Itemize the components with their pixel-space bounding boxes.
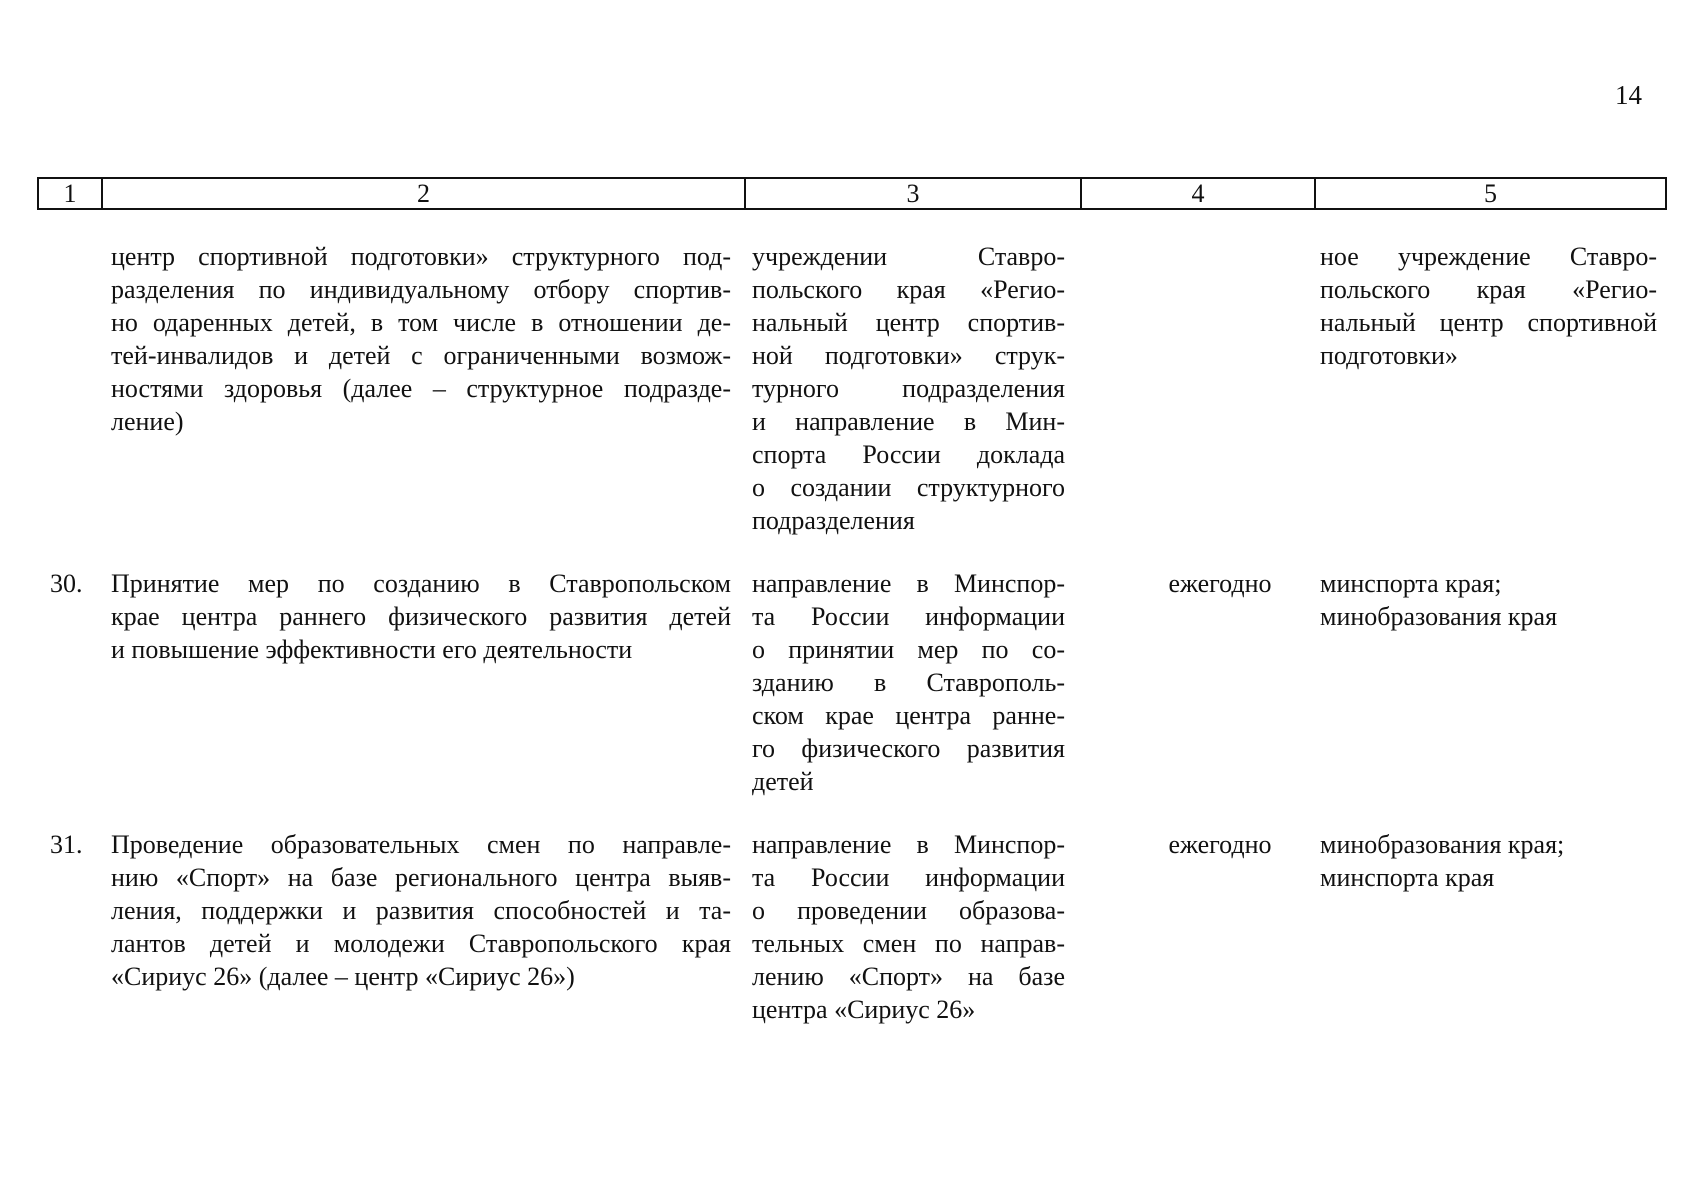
result-line: тельных смен по направ- xyxy=(752,929,1065,958)
description-line: центр спортивной подготовки» структурного под- xyxy=(111,242,731,271)
result-line: направление в Минспор- xyxy=(752,830,1065,859)
row-responsible xyxy=(1320,240,1657,372)
responsible-line: польского края «Регио- xyxy=(1320,275,1657,304)
page-number: 14 xyxy=(1615,80,1642,110)
result-line: детей xyxy=(752,767,814,796)
description-line: тей-инвалидов и детей с ограниченными возмож- xyxy=(111,341,731,370)
result-line: учреждении Ставро- xyxy=(752,242,1065,271)
description-line: ностями здоровья (далее – структурное подразде- xyxy=(111,374,731,403)
row-deadline: ежегодно xyxy=(1168,830,1272,859)
responsible-line: минспорта края xyxy=(1320,863,1495,892)
result-line: центра «Сириус 26» xyxy=(752,995,976,1024)
header-col-1: 1 xyxy=(63,179,77,208)
row-description xyxy=(111,240,731,438)
description-line: Принятие мер по созданию в Ставропольском xyxy=(111,569,731,598)
result-line: подразделения xyxy=(752,506,915,535)
responsible-line: минобразования края xyxy=(1320,602,1558,631)
result-line: спорта России доклада xyxy=(752,440,1065,469)
responsible-line: подготовки» xyxy=(1320,341,1458,370)
row-number: 31. xyxy=(50,830,83,859)
description-line: и повышение эффективности его деятельности xyxy=(111,635,633,664)
result-line: та России информации xyxy=(752,863,1065,892)
header-col-2: 2 xyxy=(101,179,744,208)
row-responsible xyxy=(1320,567,1657,633)
result-line: зданию в Ставрополь- xyxy=(752,668,1065,697)
description-line: «Сириус 26» (далее – центр «Сириус 26») xyxy=(111,962,575,991)
result-line: польского края «Регио- xyxy=(752,275,1065,304)
row-result xyxy=(752,240,1065,537)
row-number: 30. xyxy=(50,569,83,598)
responsible-line: ное учреждение Ставро- xyxy=(1320,242,1657,271)
description-line: ление) xyxy=(111,407,184,436)
description-line: ления, поддержки и развития способностей и та- xyxy=(111,896,731,925)
result-line: о проведении образова- xyxy=(752,896,1065,925)
row-result xyxy=(752,828,1065,1026)
header-col-3: 3 xyxy=(744,179,1080,208)
row-description xyxy=(111,567,731,666)
responsible-line: минспорта края; xyxy=(1320,569,1502,598)
result-line: направление в Минспор- xyxy=(752,569,1065,598)
result-line: о принятии мер по со- xyxy=(752,635,1065,664)
result-line: го физического развития xyxy=(752,734,1065,763)
header-col-4: 4 xyxy=(1080,179,1314,208)
row-responsible xyxy=(1320,828,1657,894)
result-line: ной подготовки» струк- xyxy=(752,341,1065,370)
header-col-5: 5 xyxy=(1314,179,1665,208)
row-deadline: ежегодно xyxy=(1168,569,1272,598)
description-line: лантов детей и молодежи Ставропольского края xyxy=(111,929,731,958)
description-line: крае центра раннего физического развития детей xyxy=(111,602,731,631)
row-description xyxy=(111,828,731,993)
description-line: разделения по индивидуальному отбору спортив- xyxy=(111,275,731,304)
result-line: лению «Спорт» на базе xyxy=(752,962,1065,991)
result-line: о создании структурного xyxy=(752,473,1065,502)
description-line: Проведение образовательных смен по направле- xyxy=(111,830,731,859)
responsible-line: нальный центр спортивной xyxy=(1320,308,1657,337)
responsible-line: минобразования края; xyxy=(1320,830,1565,859)
result-line: та России информации xyxy=(752,602,1065,631)
result-line: и направление в Мин- xyxy=(752,407,1065,436)
description-line: но одаренных детей, в том числе в отношении де- xyxy=(111,308,731,337)
result-line: турного подразделения xyxy=(752,374,1065,403)
result-line: ском крае центра ранне- xyxy=(752,701,1065,730)
description-line: нию «Спорт» на базе регионального центра выяв- xyxy=(111,863,731,892)
table-header-row xyxy=(37,177,1667,210)
row-result xyxy=(752,567,1065,798)
result-line: нальный центр спортив- xyxy=(752,308,1065,337)
